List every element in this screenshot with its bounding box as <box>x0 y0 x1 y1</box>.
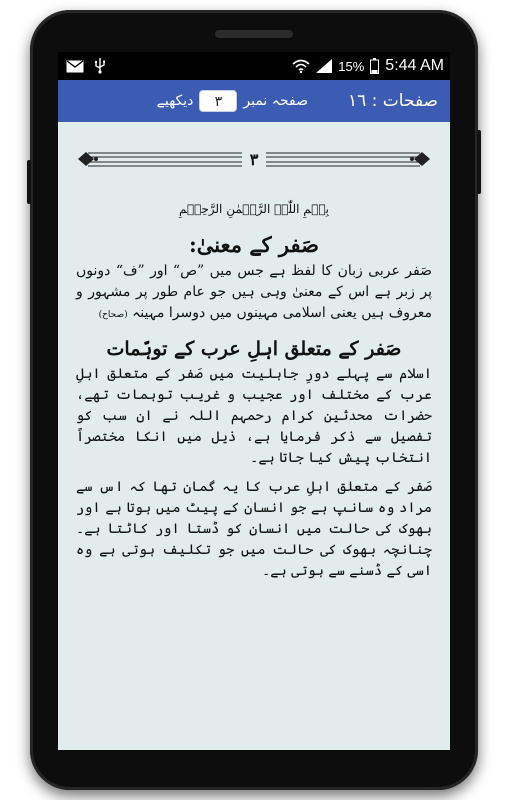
paragraph-meaning <box>76 261 432 326</box>
total-pages-label: صفحات : ۱٦ <box>348 91 438 111</box>
bismillah: بِسۡمِ اللّٰہِ الرَّحۡمٰنِ الرَّحِیۡمِ <box>178 202 330 216</box>
page-number-heading: ۳ <box>249 149 259 169</box>
power-button <box>27 160 31 204</box>
volume-button <box>477 130 481 194</box>
status-bar <box>58 52 450 80</box>
paragraph-meaning-text: صَفر عربی زبان کا لفظ ہے جس میں ”ص“ اور ”ف“ دونوں پر زبر ہے اس کے معنیٰ وہی ہیں جو عام طور پر مشہور و معروف ہیں یعنی اسلامی مہینوں میں دوسرا مہینہ <box>76 263 432 321</box>
usb-icon <box>94 58 106 74</box>
book-page <box>58 122 450 750</box>
earpiece <box>215 30 293 38</box>
paragraph-snake-belief: صَفر کے متعلق اہلِ عرب کا یہ گمان تھا کہ اس سے مراد وہ سانپ ہے جو انسان کے پیٹ میں ہوتا ہے اور بھوک کی حالت میں انسان کو ڈستا اور کاٹتا ہے۔ چنانچہ بھوک کی حالت میں جو تکلیف ہوتی ہے وہ اسی کے ڈسنے سے ہوتی ہے۔ <box>76 479 432 579</box>
clock: 5:44 AM <box>385 57 444 74</box>
mail-icon <box>66 60 84 73</box>
view-page-button[interactable]: دیکھیے <box>156 93 194 109</box>
screen <box>58 52 450 750</box>
section-heading-superstitions: صَفر کے متعلق اہلِ عرب کے توہّمات <box>106 338 402 360</box>
phone-frame <box>30 10 478 790</box>
page-number-label: صفحہ نمبر <box>243 93 308 109</box>
page-header-ornament <box>76 144 432 174</box>
app-bar <box>58 80 450 122</box>
paragraph-superstitions: اسلام سے پہلے دورِ جاہلیت میں صَفر کے متعلق اہلِ عرب کے مختلف اور عجیب و غریب توہمات تھے، حضرات محدثین کرام رحمہم اللہ نے ان سب کو تفصیل سے ذکر فرمایا ہے، ذیل میں انکا مختصراً انتخاب پیش کیا جاتا ہے۔ <box>76 366 432 466</box>
section-heading-meaning: صَفر کے معنیٰ: <box>189 232 319 257</box>
source-citation: (صحاح) <box>98 310 128 320</box>
battery-icon <box>370 58 379 74</box>
battery-percent: 15% <box>338 58 365 74</box>
page-number-input[interactable]: ۳ <box>199 90 237 112</box>
signal-icon <box>316 59 332 73</box>
wifi-icon <box>292 59 310 73</box>
page-navigator <box>157 90 308 112</box>
